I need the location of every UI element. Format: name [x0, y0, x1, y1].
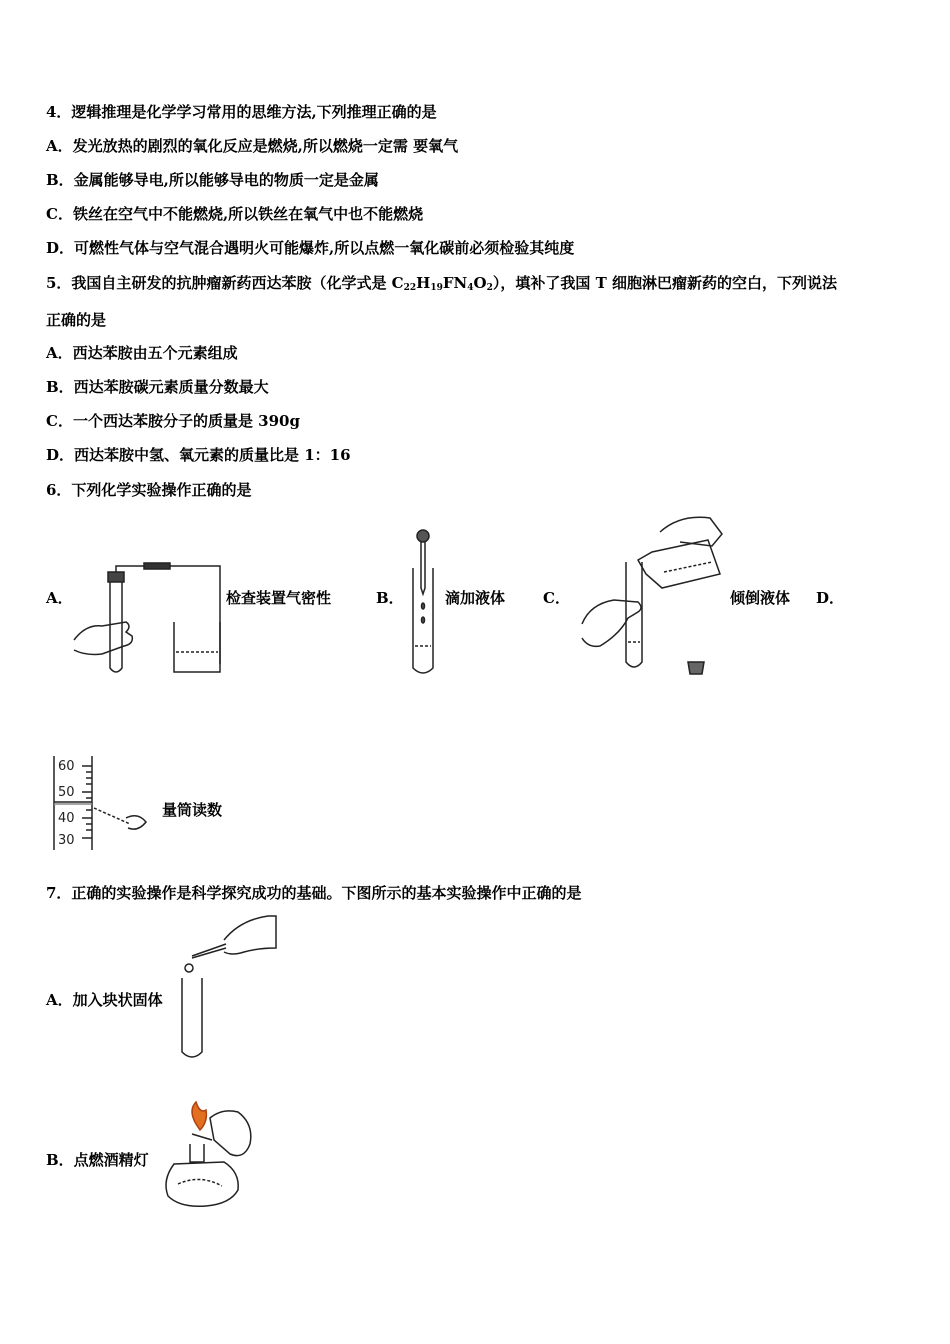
q5-stem	[46, 273, 837, 298]
q7-option-a: A．加入块状固体	[46, 991, 163, 1009]
pouring-liquid-illustration	[580, 512, 730, 682]
q6-option-c-letter: C．	[543, 589, 570, 607]
q5-stem-suffix: ），填补了我国 T 细胞淋巴瘤新药的空白，下列说法	[492, 274, 837, 292]
airtightness-check-illustration	[72, 560, 222, 680]
q7-stem: 7．正确的实验操作是科学探究成功的基础。下图所示的基本实验操作中正确的是	[46, 884, 582, 902]
q4-stem: 4．逻辑推理是化学学习常用的思维方法,下列推理正确的是	[46, 103, 437, 121]
q5-stem-line2: 正确的是	[46, 311, 107, 329]
q6-option-c-text: 倾倒液体	[730, 589, 791, 607]
q6-option-d-text: 量筒读数	[162, 801, 223, 819]
q5-formula-h: 19	[430, 283, 443, 293]
q5-formula-n: 4	[467, 283, 474, 293]
dropper-illustration	[405, 528, 445, 678]
q5-formula-h-label: H	[416, 274, 431, 292]
cylinder-tick-60: 60	[58, 759, 75, 774]
cylinder-tick-40: 40	[58, 811, 75, 826]
q4-option-a: A．发光放热的剧烈的氧化反应是燃烧,所以燃烧一定需 要氧气	[46, 137, 459, 155]
add-solid-illustration	[178, 912, 278, 1062]
q4-option-c: C．铁丝在空气中不能燃烧,所以铁丝在氧气中也不能燃烧	[46, 205, 424, 223]
q4-option-d: D．可燃性气体与空气混合遇明火可能爆炸,所以点燃一氧化碳前必须检验其纯度	[46, 239, 575, 257]
q6-option-d-letter: D．	[816, 589, 845, 607]
q6-stem: 6．下列化学实验操作正确的是	[46, 481, 252, 499]
q4-option-b: B．金属能够导电,所以能够导电的物质一定是金属	[46, 171, 379, 189]
q5-formula-c: 22	[403, 283, 417, 293]
q5-formula-fn-label: FN	[442, 274, 468, 292]
q7-option-b: B．点燃酒精灯	[46, 1151, 149, 1169]
q6-option-a-letter: A．	[46, 589, 73, 607]
q6-option-b-letter: B．	[376, 589, 404, 607]
q6-option-b-text: 滴加液体	[445, 589, 506, 607]
q5-option-c: C．一个西达苯胺分子的质量是 390g	[46, 412, 300, 430]
cylinder-tick-30: 30	[58, 833, 75, 848]
q5-stem-prefix: 5．我国自主研发的抗肿瘤新药西达苯胺（化学式是 C	[46, 274, 404, 292]
q5-option-b: B．西达苯胺碳元素质量分数最大	[46, 378, 269, 396]
q5-formula-o: 2	[486, 283, 493, 293]
q5-option-a: A．西达苯胺由五个元素组成	[46, 344, 238, 362]
q5-option-d: D．西达苯胺中氢、氧元素的质量比是 1：16	[46, 446, 351, 464]
lighting-alcohol-lamp-illustration	[160, 1100, 260, 1210]
graduated-cylinder-illustration	[50, 752, 160, 852]
q6-option-a-text: 检查装置气密性	[226, 589, 332, 607]
cylinder-tick-50: 50	[58, 785, 75, 800]
q5-formula-o-label: O	[473, 274, 487, 292]
